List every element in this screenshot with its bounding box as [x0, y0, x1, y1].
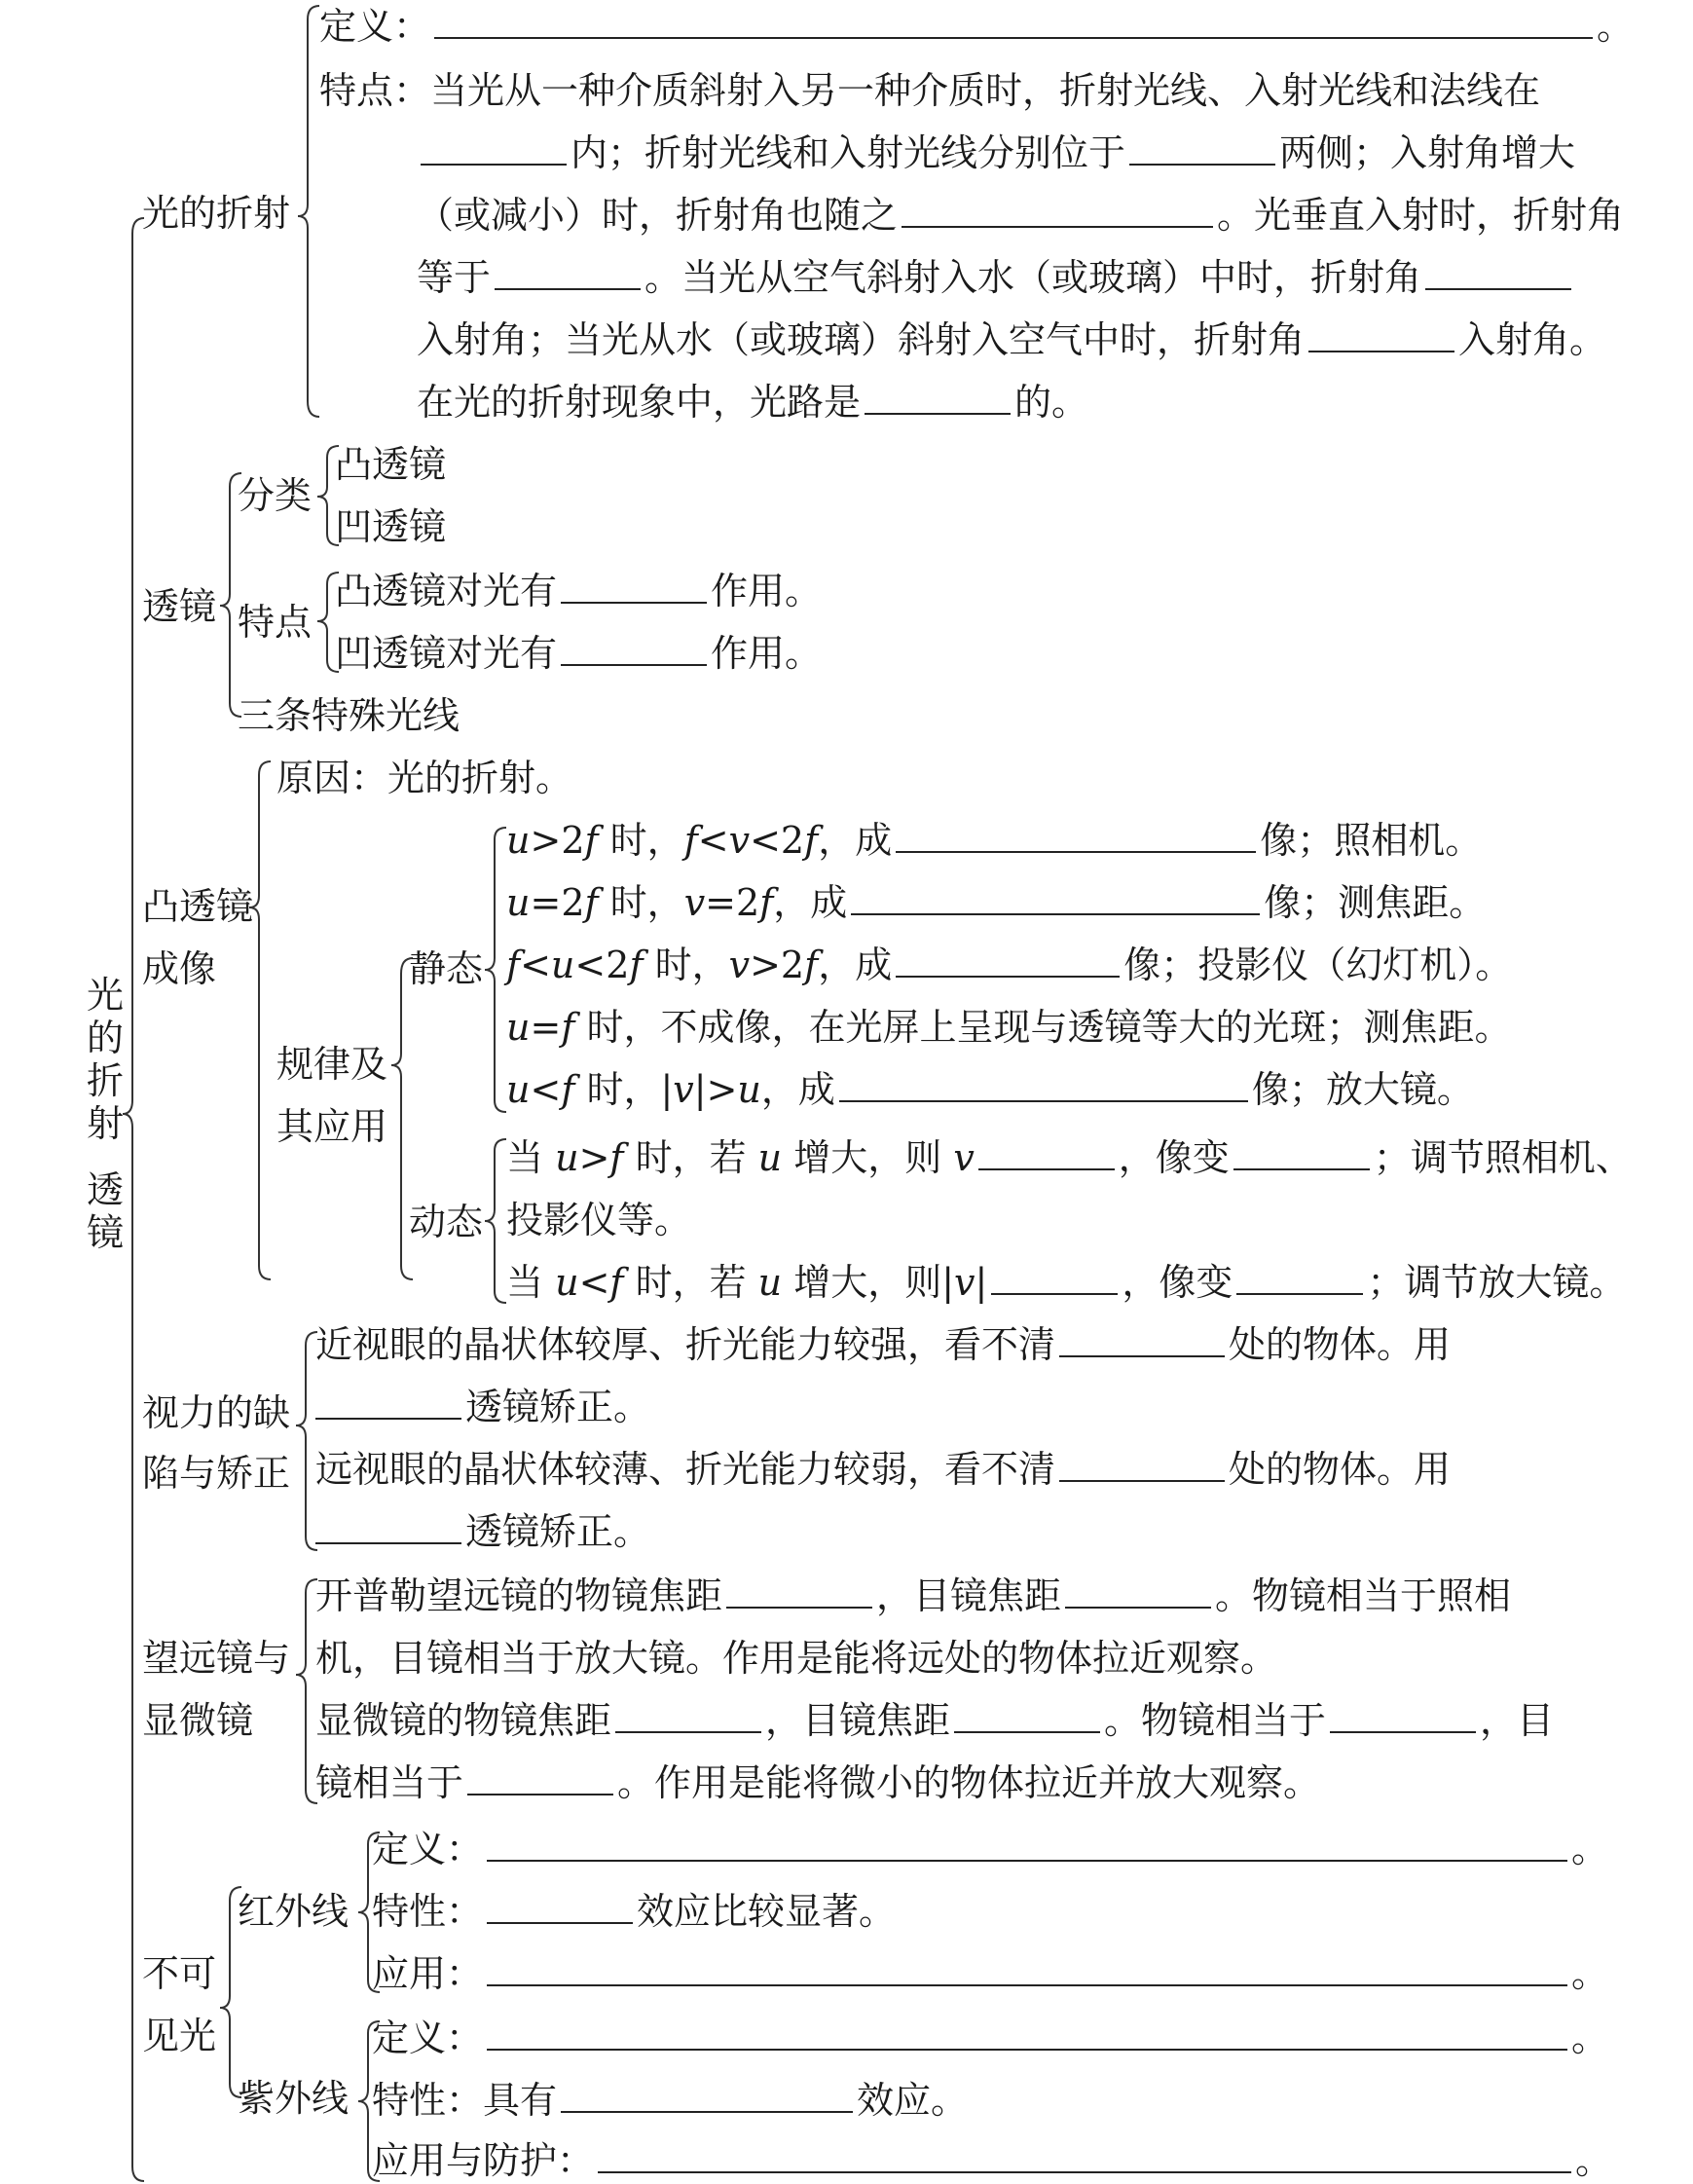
feat-text: 入射角。	[1458, 318, 1607, 361]
text: 增大，则	[782, 1136, 954, 1179]
main-title-char: 透	[86, 1168, 124, 1211]
text: ，像变	[1122, 1261, 1233, 1304]
three-special-rays: 三条特殊光线	[238, 694, 460, 737]
concave-lens: 凹透镜	[335, 505, 447, 548]
text: 像；测焦距。	[1264, 881, 1487, 924]
refraction-feature-line4	[417, 255, 1575, 300]
blank	[1233, 1139, 1370, 1170]
var: u	[550, 944, 575, 986]
refraction-feature-line6	[417, 380, 1088, 425]
microscope-line-1	[315, 1698, 1554, 1743]
imaging-cause: 原因：光的折射。	[276, 757, 573, 799]
blank	[896, 822, 1256, 853]
text: ，成	[773, 881, 848, 924]
uv-application	[372, 2138, 1612, 2183]
text: 应用与防护：	[372, 2139, 595, 2182]
dynamic-label: 动态	[409, 1201, 484, 1243]
feat-text: 。当光从空气斜射入水（或玻璃）中时，折射角	[644, 256, 1422, 299]
text: 远视眼的晶状体较薄、折光能力较弱，看不清	[315, 1448, 1056, 1491]
blank	[598, 2142, 1571, 2173]
text: <2	[750, 819, 805, 862]
dynamic-brace	[485, 1139, 506, 1303]
var: v	[953, 1136, 975, 1179]
blank	[865, 384, 1011, 415]
text: <	[697, 819, 729, 862]
def-end: 。	[1597, 5, 1635, 48]
main-title-char: 射	[86, 1102, 124, 1145]
var: u	[757, 1136, 783, 1179]
text: ，目镜焦距	[765, 1699, 951, 1742]
text: |	[975, 1261, 988, 1304]
text: 镜相当于	[315, 1761, 464, 1804]
text: =	[530, 1006, 562, 1049]
text: 像；放大镜。	[1251, 1068, 1474, 1111]
var: u	[757, 1261, 783, 1304]
myopia-line-1	[315, 1322, 1451, 1367]
def-label: 定义：	[319, 5, 431, 48]
text: ；调节放大镜。	[1367, 1261, 1627, 1304]
text: 应用：	[372, 1952, 484, 1995]
feat-text: 内；折射光线和入射光线分别位于	[570, 131, 1126, 174]
scope-label-1: 望远镜与	[142, 1637, 291, 1680]
text: ，目镜焦距	[876, 1574, 1062, 1617]
blank	[978, 1139, 1115, 1170]
blank	[421, 134, 567, 166]
blank	[1425, 259, 1571, 290]
text: 特性：具有	[372, 2079, 558, 2122]
blank	[561, 2082, 853, 2113]
static-rule-3	[506, 943, 1512, 987]
text: 近视眼的晶状体较厚、折光能力较强，看不清	[315, 1323, 1056, 1366]
text: 显微镜的物镜焦距	[315, 1699, 612, 1742]
blank	[467, 1764, 613, 1795]
var: u	[506, 1068, 531, 1111]
refraction-brace	[298, 6, 319, 417]
var: u	[737, 1068, 761, 1111]
convex-feature	[335, 569, 822, 613]
feat-text: 在光的折射现象中，光路是	[417, 381, 862, 424]
refraction-feature-line3	[417, 193, 1624, 238]
text: <2	[574, 944, 630, 986]
feat-text: （或减小）时，折射角也随之	[417, 194, 899, 237]
text: ，成	[818, 944, 893, 986]
var: f	[506, 944, 521, 986]
scope-brace	[296, 1579, 317, 1803]
blank	[1236, 1264, 1363, 1295]
text: ，成	[818, 819, 893, 862]
var: v	[683, 881, 706, 924]
vision-label-1: 视力的缺	[142, 1391, 291, 1434]
var: u	[506, 881, 531, 924]
text: ；调节照相机、	[1373, 1136, 1633, 1179]
hyperopia-line-2	[315, 1509, 650, 1554]
main-title-char: 的	[86, 1017, 124, 1059]
main-title-char: 光	[86, 974, 124, 1017]
text: 定义：	[372, 1828, 484, 1870]
text: ，目	[1480, 1699, 1555, 1742]
uv-property	[372, 2078, 968, 2123]
var: f	[683, 819, 698, 862]
convex-lens: 凸透镜	[335, 443, 447, 486]
text: 。	[1575, 2139, 1613, 2182]
infrared-label: 红外线	[238, 1890, 350, 1933]
var: f	[804, 819, 819, 862]
hyperopia-line-1	[315, 1447, 1451, 1492]
lens-class-label: 分类	[238, 474, 313, 517]
ir-application	[372, 1951, 1608, 1996]
text: 。	[1571, 1952, 1609, 1995]
var: f	[561, 1068, 575, 1111]
var: f	[584, 881, 599, 924]
text: <	[578, 1261, 610, 1304]
blank	[1330, 1702, 1476, 1733]
text: 。	[1571, 2017, 1609, 2059]
dynamic-rule-3	[506, 1260, 1626, 1305]
static-brace	[485, 828, 506, 1112]
blank	[726, 1577, 872, 1609]
feat-text: 两侧；入射角增大	[1279, 131, 1576, 174]
vision-brace	[296, 1332, 317, 1550]
text: 当	[506, 1261, 556, 1304]
text: 。作用是能将微小的物体拉近并放大观察。	[617, 1761, 1321, 1804]
imaging-brace	[249, 761, 271, 1279]
blank	[991, 1264, 1118, 1295]
text: 时，	[598, 819, 684, 862]
static-rule-2	[506, 880, 1486, 925]
text: 。物镜相当于照相	[1215, 1574, 1512, 1617]
text: 像；照相机。	[1260, 819, 1483, 862]
main-title-char: 折	[86, 1059, 124, 1102]
rules-label-2: 其应用	[276, 1105, 388, 1148]
uv-definition	[372, 2016, 1608, 2060]
refraction-label: 光的折射	[142, 192, 291, 235]
blank	[1059, 1326, 1225, 1357]
ir-definition	[372, 1827, 1608, 1871]
text: 。	[1571, 1828, 1609, 1870]
blank	[487, 1955, 1567, 1986]
scope-label-2: 显微镜	[142, 1699, 254, 1742]
text: 开普勒望远镜的物镜焦距	[315, 1574, 723, 1617]
text: <	[530, 1068, 562, 1111]
static-rule-1	[506, 818, 1482, 863]
var: v	[728, 819, 751, 862]
blank	[902, 197, 1213, 228]
blank	[487, 1831, 1567, 1862]
main-title-char: 镜	[86, 1211, 124, 1254]
blank	[851, 884, 1260, 915]
blank	[954, 1702, 1100, 1733]
feat-text: 当光从一种介质斜射入另一种介质时，折射光线、入射光线和法线在	[430, 69, 1541, 112]
blank	[434, 8, 1593, 39]
static-label: 静态	[409, 947, 484, 990]
text: 增大，则|	[782, 1261, 955, 1304]
blank	[561, 573, 707, 604]
text: >2	[530, 819, 585, 862]
feat-text: 的。	[1014, 381, 1089, 424]
blank	[495, 259, 641, 290]
feat-text: 等于	[417, 256, 492, 299]
text: 效应比较显著。	[637, 1890, 897, 1933]
feat-label: 特点：	[319, 69, 431, 112]
main-title	[84, 974, 127, 1254]
var: f	[609, 1261, 624, 1304]
text: ，像变	[1118, 1136, 1230, 1179]
var: u	[555, 1136, 579, 1179]
text: 作用。	[711, 570, 823, 612]
text: >	[578, 1136, 610, 1179]
text: 像；投影仪（幻灯机）。	[1123, 944, 1513, 986]
feat-text: 入射角；当光从水（或玻璃）斜射入空气中时，折射角	[417, 318, 1306, 361]
blank	[315, 1388, 461, 1420]
text: 时，	[598, 881, 684, 924]
var: f	[804, 944, 819, 986]
text: <	[520, 944, 551, 986]
text: 处的物体。用	[1229, 1448, 1452, 1491]
lens-label: 透镜	[142, 585, 217, 628]
refraction-feature-line1	[319, 68, 1540, 113]
ultraviolet-label: 紫外线	[238, 2077, 350, 2120]
var: f	[609, 1136, 624, 1179]
var: f	[561, 1006, 575, 1049]
text: =2	[530, 881, 585, 924]
invisible-label-1: 不可	[142, 1952, 217, 1995]
imaging-label-1: 凸透镜	[142, 885, 254, 928]
blank	[487, 1893, 633, 1924]
text: 时，	[643, 944, 729, 986]
feat-text: 。光垂直入射时，折射角	[1217, 194, 1625, 237]
dynamic-rule-2: 投影仪等。	[506, 1199, 692, 1241]
text: 透镜矫正。	[465, 1386, 651, 1428]
invisible-label-2: 见光	[142, 2015, 217, 2057]
text: 时，不成像，在光屏上呈现与透镜等大的光斑；测焦距。	[574, 1006, 1512, 1049]
refraction-definition	[319, 4, 1634, 49]
text: 时，|	[574, 1068, 674, 1111]
blank	[1308, 321, 1454, 352]
blank	[1065, 1577, 1211, 1609]
blank	[487, 2019, 1567, 2051]
dynamic-rule-1	[506, 1135, 1633, 1180]
var: f	[759, 881, 774, 924]
text: 。物镜相当于	[1104, 1699, 1327, 1742]
vision-label-2: 陷与矫正	[142, 1452, 291, 1495]
text: >2	[750, 944, 805, 986]
text: |>	[693, 1068, 738, 1111]
myopia-line-2	[315, 1385, 650, 1429]
concave-feature	[335, 631, 822, 676]
var: v	[673, 1068, 694, 1111]
blank	[561, 635, 707, 666]
text: 凹透镜对光有	[335, 632, 558, 675]
text: 定义：	[372, 2017, 484, 2059]
text: 时，若	[623, 1261, 758, 1304]
text: 当	[506, 1136, 556, 1179]
rules-label-1: 规律及	[276, 1043, 388, 1086]
var: f	[629, 944, 644, 986]
static-rule-4	[506, 1005, 1512, 1050]
text: 效应。	[857, 2079, 969, 2122]
var: u	[555, 1261, 579, 1304]
text: 时，若	[623, 1136, 758, 1179]
imaging-label-2: 成像	[142, 947, 217, 990]
blank	[1059, 1451, 1225, 1482]
text: 特性：	[372, 1890, 484, 1933]
blank	[896, 946, 1120, 978]
blank	[839, 1071, 1248, 1102]
text: 处的物体。用	[1229, 1323, 1452, 1366]
text: 凸透镜对光有	[335, 570, 558, 612]
blank	[1129, 134, 1275, 166]
static-rule-5	[506, 1067, 1474, 1112]
var: v	[728, 944, 751, 986]
var: u	[506, 1006, 531, 1049]
var: f	[584, 819, 599, 862]
telescope-line-2: 机，目镜相当于放大镜。作用是能将远处的物体拉近观察。	[315, 1637, 1278, 1680]
ir-property	[372, 1889, 896, 1934]
text: 作用。	[711, 632, 823, 675]
telescope-line-1	[315, 1573, 1511, 1618]
var: u	[506, 819, 531, 862]
text: 透镜矫正。	[465, 1510, 651, 1553]
lens-feature-label: 特点	[238, 601, 313, 644]
text: ，成	[760, 1068, 835, 1111]
var: v	[954, 1261, 975, 1304]
blank	[615, 1702, 761, 1733]
blank	[315, 1513, 461, 1544]
refraction-feature-line2	[417, 130, 1575, 175]
refraction-feature-line5	[417, 317, 1606, 362]
text: =2	[705, 881, 760, 924]
microscope-line-2	[315, 1760, 1320, 1805]
